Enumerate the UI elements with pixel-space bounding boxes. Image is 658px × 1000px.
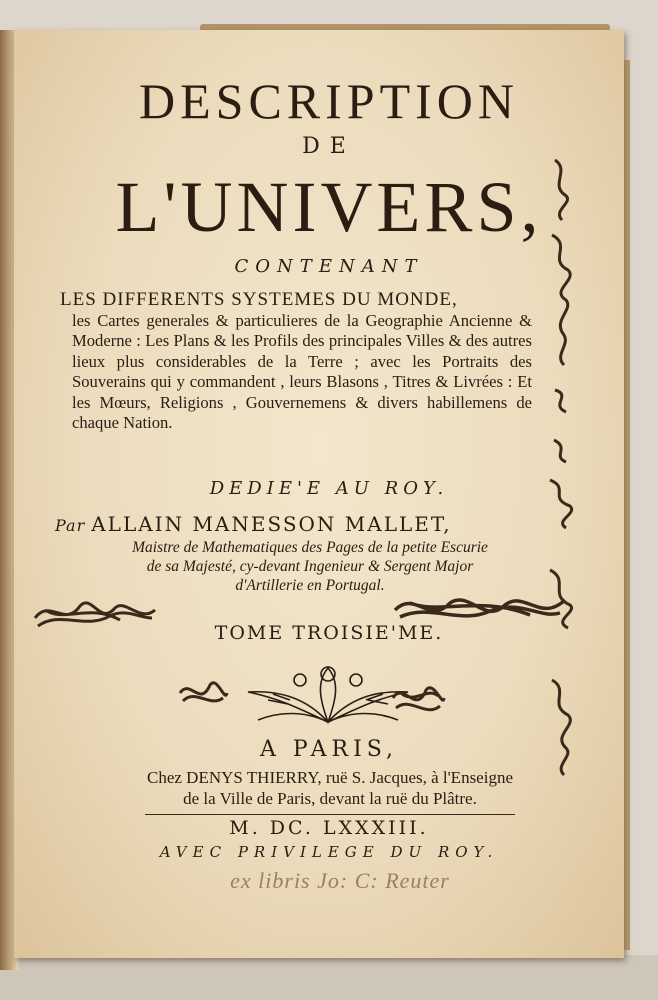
publisher-line-2: de la Ville de Paris, devant la ruë du Plâtre. [183, 789, 477, 808]
royal-privilege: AVEC PRIVILEGE DU ROY. [159, 843, 499, 861]
volume-label: TOME TROISIE'ME. [214, 622, 444, 644]
contents-description [60, 289, 532, 434]
ink-scribble-margin [540, 150, 585, 800]
divider-rule [145, 814, 515, 815]
ink-scribble-ornament-right [388, 678, 448, 723]
imprint-city: A PARIS, [259, 737, 399, 762]
title-line-description: DESCRIPTION [138, 73, 520, 129]
publication-year: M. DC. LXXXIII. [229, 817, 429, 839]
credentials-line-2: de sa Majesté, cy-devant Ingenieur & Sergent Major [146, 558, 474, 575]
publisher-block [40, 767, 620, 809]
credentials-line-1: Maistre de Mathematiques des Pages de la petite Escurie [132, 539, 488, 556]
background-surface [0, 955, 658, 1000]
ink-scribble-ornament-left [175, 673, 230, 713]
credentials-line-3: d'Artillerie en Portugal. [235, 577, 385, 594]
dedication: DEDIE'E AU ROY. [209, 478, 449, 499]
title-line-de: DE [302, 134, 356, 159]
title-line-univers: L'UNIVERS, [115, 167, 543, 247]
author-name: ALLAIN MANESSON MALLET, [91, 512, 452, 536]
par-label: Par [55, 516, 86, 535]
contents-paragraph: les Cartes generales & particulieres de la Geographie Ancienne & Moderne : Les Plans & les Profils des principales Villes & des autres lieux plus considerables de la Terre ; avec les Portraits des Souverains qui y commandent , leurs Blasons , Titres & Livrées : Et les Mœurs, Religions , Gouvernemens & divers habillemens de chaque Nation. [72, 310, 532, 432]
ink-scribble-left [30, 588, 160, 638]
contents-first-line: LES DIFFERENTS SYSTEMES DU MONDE, [60, 289, 458, 310]
publisher-line-1: Chez DENYS THIERRY, ruë S. Jacques, à l'Enseigne [147, 768, 513, 787]
handwritten-ex-libris: ex libris Jo: C: Reuter [230, 868, 450, 893]
contenant-heading: CONTENANT [234, 256, 424, 277]
author-line [55, 512, 452, 536]
